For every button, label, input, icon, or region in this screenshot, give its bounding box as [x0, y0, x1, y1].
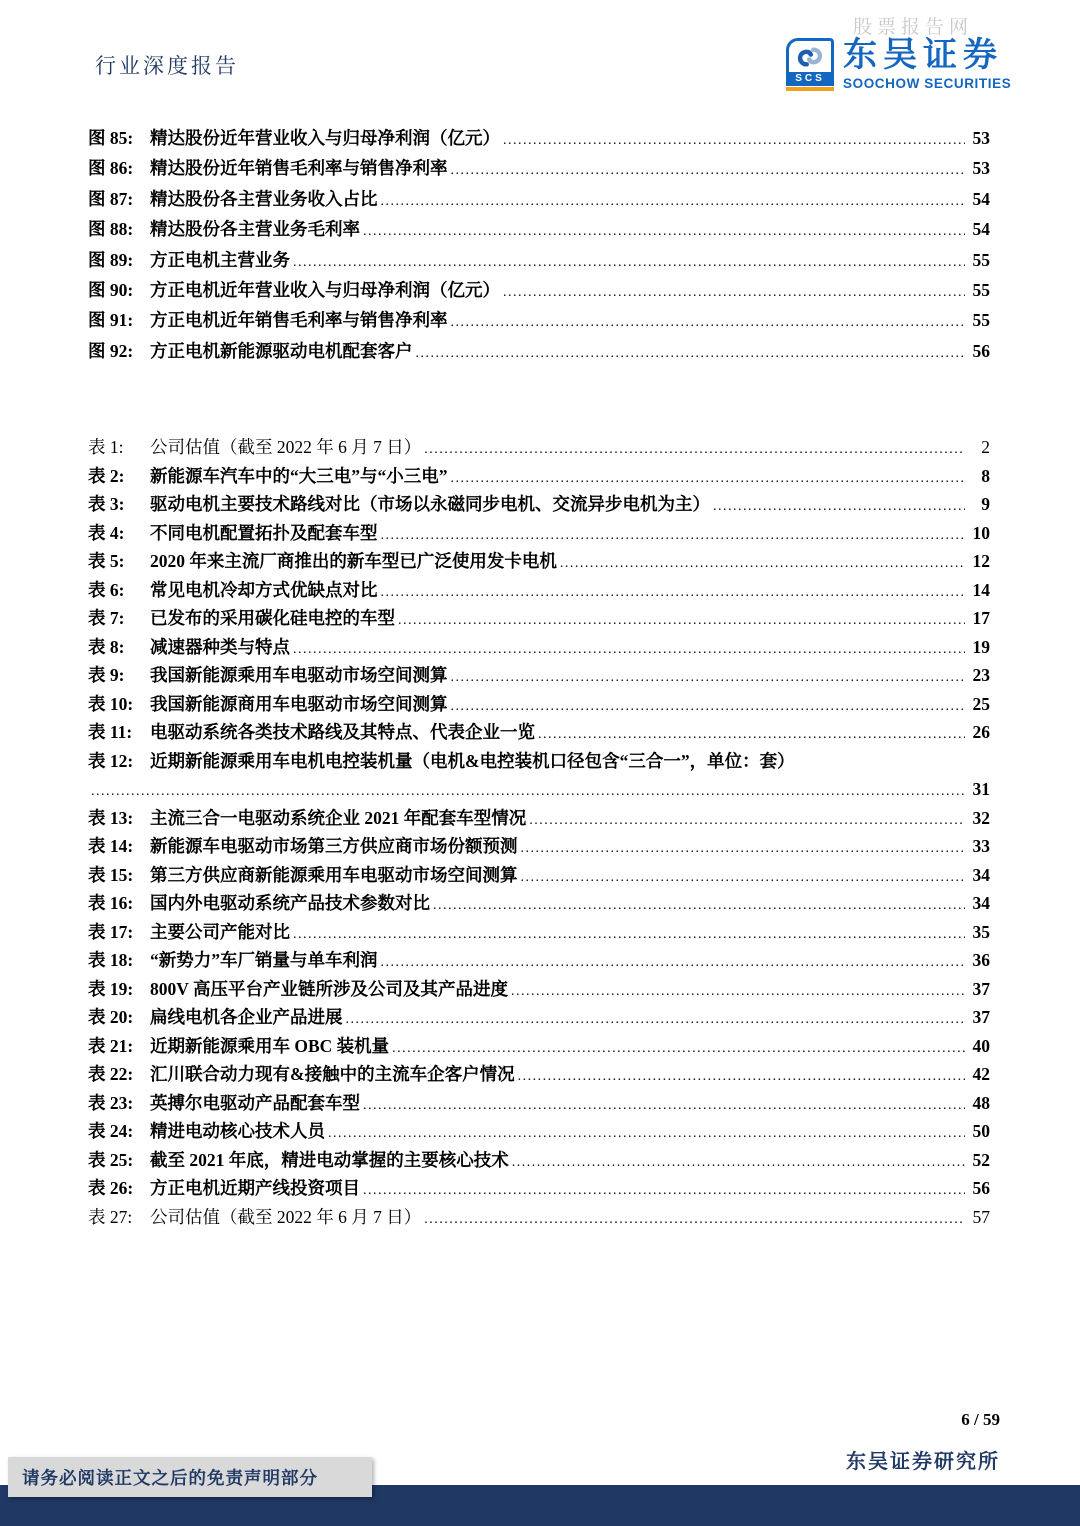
- dot-leader: [363, 214, 965, 247]
- toc-entry-number: 表 22:: [88, 1064, 134, 1084]
- toc-entry-title: “新势力”车厂销量与单车利润: [150, 950, 378, 970]
- dot-leader: [293, 245, 965, 278]
- dot-leader: [346, 1003, 966, 1035]
- dot-leader: [521, 832, 966, 864]
- table-toc-row[interactable]: [88, 832, 990, 861]
- dot-leader: [363, 1174, 965, 1206]
- toc-entry-page: 33: [972, 836, 990, 856]
- dot-leader: [433, 889, 965, 921]
- table-toc-row[interactable]: [88, 1203, 990, 1232]
- toc-entry-title: 公司估值（截至 2022 年 6 月 7 日）: [150, 437, 422, 457]
- toc-entry-number: 表 14:: [88, 836, 134, 856]
- table-toc-row[interactable]: [88, 547, 990, 576]
- toc-entry-page: 55: [972, 310, 990, 331]
- toc-entry-page: 50: [972, 1121, 990, 1141]
- toc-entry-page: 9: [981, 494, 990, 514]
- toc-entry-number: 图 92:: [88, 340, 134, 361]
- toc-entry-number: 表 6:: [88, 579, 125, 600]
- dot-leader: [529, 804, 965, 836]
- toc-entry-page: 26: [972, 722, 990, 742]
- page-indicator: 6 / 59: [961, 1410, 1000, 1429]
- toc-entry-page: 54: [972, 188, 990, 209]
- toc-entry-page: 53: [972, 158, 990, 179]
- dot-leader: [293, 633, 965, 665]
- brand-name-en: SOOCHOW SECURITIES: [843, 75, 1012, 91]
- dot-leader: [392, 1032, 965, 1064]
- toc-entry-number: 表 4:: [88, 522, 125, 543]
- figure-toc-row[interactable]: [88, 305, 990, 335]
- logo-swirl-icon: [786, 38, 834, 72]
- logo-scs-text: SCS: [786, 72, 834, 86]
- toc-entry-number: 表 24:: [88, 1121, 134, 1141]
- dot-leader: [381, 576, 966, 608]
- toc-entry-number: 表 8:: [88, 636, 125, 657]
- toc-entry-number: 表 10:: [88, 693, 134, 714]
- table-toc-row[interactable]: [88, 1032, 990, 1061]
- toc-entry-title: 800V 高压平台产业链所涉及公司及其产品进度: [150, 978, 508, 999]
- dot-leader: [503, 275, 965, 308]
- dot-leader: [91, 775, 965, 807]
- dot-leader: [398, 604, 965, 636]
- toc-entry-page: 8: [981, 465, 990, 486]
- toc-entry-page: 56: [972, 340, 990, 361]
- toc-entry-number: 表 2:: [88, 465, 125, 486]
- toc-entry-page: 34: [972, 893, 990, 913]
- toc-entry-number: 图 91:: [88, 310, 134, 331]
- dot-leader: [363, 1089, 965, 1121]
- toc-entry-number: 表 16:: [88, 893, 134, 913]
- toc-entry-page: 37: [972, 978, 990, 999]
- toc-entry-page: 54: [972, 219, 990, 240]
- toc-entry-title: 方正电机主营业务: [150, 249, 290, 270]
- toc-entry-number: 表 15:: [88, 864, 134, 885]
- toc-entry-title: 精达股份各主营业务收入占比: [150, 188, 378, 209]
- toc-entry-title: 驱动电机主要技术路线对比（市场以永磁同步电机、交流异步电机为主）: [150, 494, 710, 514]
- toc-entry-page: 31: [972, 779, 990, 799]
- dot-leader: [451, 153, 966, 186]
- dot-leader: [512, 1146, 965, 1178]
- toc-entry-page: 53: [972, 128, 990, 148]
- dot-leader: [381, 184, 966, 217]
- toc-entry-page: 12: [972, 551, 990, 571]
- toc-entry-page: 48: [972, 1092, 990, 1113]
- toc-entry-title: 新能源车电驱动市场第三方供应商市场份额预测: [150, 836, 518, 856]
- toc-entry-number: 表 23:: [88, 1092, 134, 1113]
- toc-entry-page: 37: [972, 1007, 990, 1027]
- figure-toc-row[interactable]: [88, 275, 990, 305]
- table-toc-row[interactable]: [88, 889, 990, 918]
- logo-orange-bar: [786, 87, 834, 91]
- toc-entry-page: 42: [972, 1064, 990, 1084]
- toc-entry-title: 国内外电驱动系统产品技术参数对比: [150, 893, 430, 913]
- table-toc-row[interactable]: [88, 747, 990, 776]
- dot-leader: [518, 1060, 965, 1092]
- table-toc-row[interactable]: [88, 804, 990, 833]
- report-type-label: 行业深度报告: [95, 54, 239, 78]
- toc-entry-page: 10: [972, 522, 990, 543]
- toc-entry-number: 图 86:: [88, 158, 134, 179]
- dot-leader: [381, 519, 966, 551]
- table-toc-row[interactable]: [88, 775, 990, 804]
- toc-entry-number: 表 20:: [88, 1007, 134, 1027]
- table-toc-row[interactable]: [88, 1117, 990, 1146]
- toc-entry-number: 图 87:: [88, 188, 134, 209]
- toc-entry-page: 14: [972, 579, 990, 600]
- toc-entry-title: 我国新能源乘用车电驱动市场空间测算: [150, 665, 448, 685]
- toc-entry-page: 55: [972, 279, 990, 300]
- toc-entry-title: 2020 年来主流厂商推出的新车型已广泛使用发卡电机: [150, 551, 557, 571]
- logo-wordmark: [843, 38, 1011, 91]
- toc-entry-page: 57: [972, 1206, 990, 1227]
- dot-leader: [328, 1117, 965, 1149]
- table-toc-row[interactable]: [88, 490, 990, 519]
- dot-leader: [503, 123, 965, 156]
- table-toc-row[interactable]: [88, 918, 990, 947]
- table-toc-row[interactable]: [88, 690, 990, 719]
- toc-entry-title: 精达股份近年营业收入与归母净利润（亿元）: [150, 128, 500, 148]
- toc-entry-number: 表 27:: [88, 1206, 133, 1227]
- table-toc-row[interactable]: [88, 861, 990, 890]
- toc-entry-title: 主流三合一电驱动系统企业 2021 年配套车型情况: [150, 807, 527, 828]
- toc-entry-number: 表 26:: [88, 1178, 134, 1198]
- toc-entry-title: 新能源车汽车中的“大三电”与“小三电”: [150, 465, 448, 486]
- toc-entry-title: 第三方供应商新能源乘用车电驱动市场空间测算: [150, 864, 518, 885]
- toc-entry-title: 方正电机近期产线投资项目: [150, 1178, 360, 1198]
- toc-entry-title: 扁线电机各企业产品进展: [150, 1007, 343, 1027]
- toc-entry-title: 精进电动核心技术人员: [150, 1121, 325, 1141]
- toc-entry-page: 32: [972, 807, 990, 828]
- table-toc-row[interactable]: [88, 975, 990, 1004]
- table-toc-row[interactable]: [88, 718, 990, 747]
- toc-entry-title: 近期新能源乘用车电机电控装机量（电机&电控装机口径包含“三合一”，单位：套）: [150, 750, 795, 771]
- toc-entry-title: 方正电机近年销售毛利率与销售净利率: [150, 310, 448, 331]
- table-toc-list: [88, 433, 990, 1231]
- toc-entry-number: 表 21:: [88, 1035, 134, 1056]
- figure-toc-list: [88, 123, 990, 366]
- dot-leader: [521, 861, 966, 893]
- toc-entry-page: 25: [972, 693, 990, 714]
- toc-entry-title: 精达股份近年销售毛利率与销售净利率: [150, 158, 448, 179]
- figure-toc-row[interactable]: [88, 245, 990, 275]
- toc-entry-title: 公司估值（截至 2022 年 6 月 7 日）: [150, 1206, 422, 1227]
- disclaimer-box: [8, 1457, 372, 1497]
- table-toc-row[interactable]: [88, 433, 990, 462]
- table-toc-row[interactable]: [88, 1174, 990, 1203]
- table-toc-row[interactable]: [88, 946, 990, 975]
- toc-entry-page: 2: [981, 437, 990, 457]
- table-toc-row[interactable]: [88, 633, 990, 662]
- logo-emblem: [786, 38, 834, 91]
- toc-entry-title: 不同电机配置拓扑及配套车型: [150, 522, 378, 543]
- dot-leader: [713, 490, 965, 522]
- toc-entry-page: 34: [972, 864, 990, 885]
- dot-leader: [381, 946, 966, 978]
- dot-leader: [424, 433, 965, 465]
- table-toc-row[interactable]: [88, 1003, 990, 1032]
- toc-entry-number: 表 7:: [88, 608, 125, 628]
- dot-leader: [293, 918, 965, 950]
- toc-entry-title: 常见电机冷却方式优缺点对比: [150, 579, 378, 600]
- figure-toc-row[interactable]: [88, 184, 990, 214]
- dot-leader: [451, 661, 966, 693]
- disclaimer-text: 请务必阅读正文之后的免责声明部分: [22, 1467, 318, 1488]
- table-toc-row[interactable]: [88, 661, 990, 690]
- figure-toc-row[interactable]: [88, 214, 990, 244]
- figure-toc-row[interactable]: [88, 123, 990, 153]
- toc-entry-title: 我国新能源商用车电驱动市场空间测算: [150, 693, 448, 714]
- table-toc-row[interactable]: [88, 1060, 990, 1089]
- table-toc-row[interactable]: [88, 604, 990, 633]
- dot-leader: [424, 1203, 965, 1235]
- table-toc-row[interactable]: [88, 1089, 990, 1118]
- toc-entry-number: 表 17:: [88, 921, 134, 942]
- toc-entry-number: 图 88:: [88, 219, 134, 240]
- toc-entry-page: 19: [972, 636, 990, 657]
- toc-entry-title: 主要公司产能对比: [150, 921, 290, 942]
- toc-entry-number: 表 18:: [88, 950, 134, 970]
- toc-entry-number: 表 13:: [88, 807, 134, 828]
- site-watermark: 股票报告网: [853, 17, 974, 38]
- figure-toc-row[interactable]: [88, 336, 990, 366]
- toc-entry-number: 图 85:: [88, 128, 134, 148]
- toc-entry-number: 表 11:: [88, 722, 133, 742]
- toc-entry-title: 减速器种类与特点: [150, 636, 290, 657]
- toc-entry-page: 56: [972, 1178, 990, 1198]
- toc-entry-page: 55: [972, 249, 990, 270]
- table-toc-row[interactable]: [88, 519, 990, 548]
- table-toc-row[interactable]: [88, 576, 990, 605]
- table-toc-row[interactable]: [88, 1146, 990, 1175]
- toc-entry-title: 已发布的采用碳化硅电控的车型: [150, 608, 395, 628]
- toc-entry-title: 英搏尔电驱动产品配套车型: [150, 1092, 360, 1113]
- toc-entry-page: 35: [972, 921, 990, 942]
- figure-toc-row[interactable]: [88, 153, 990, 183]
- toc-entry-title: 汇川联合动力现有&接触中的主流车企客户情况: [150, 1064, 515, 1084]
- research-institute-label: 东吴证券研究所: [846, 1451, 1000, 1473]
- toc-entry-title: 截至 2021 年底，精进电动掌握的主要核心技术: [150, 1149, 509, 1170]
- toc-entry-title: 方正电机近年营业收入与归母净利润（亿元）: [150, 279, 500, 300]
- toc-entry-number: 表 5:: [88, 551, 125, 571]
- toc-entry-title: 电驱动系统各类技术路线及其特点、代表企业一览: [150, 722, 535, 742]
- toc-entry-title: 方正电机新能源驱动电机配套客户: [150, 340, 413, 361]
- toc-entry-page: 23: [972, 665, 990, 685]
- toc-entry-title: 精达股份各主营业务毛利率: [150, 219, 360, 240]
- toc-entry-number: 图 90:: [88, 279, 134, 300]
- toc-entry-page: 17: [972, 608, 990, 628]
- toc-entry-number: 表 25:: [88, 1149, 134, 1170]
- dot-leader: [560, 547, 965, 579]
- dot-leader: [511, 975, 965, 1007]
- toc-entry-number: 表 19:: [88, 978, 134, 999]
- brand-name-cn: 东吴证券: [843, 36, 1003, 74]
- toc-entry-page: 40: [972, 1035, 990, 1056]
- dot-leader: [538, 718, 965, 750]
- table-toc-row[interactable]: [88, 462, 990, 491]
- dot-leader: [416, 336, 966, 369]
- toc-entry-number: 表 1:: [88, 437, 124, 457]
- toc-entry-page: 36: [972, 950, 990, 970]
- toc-entry-title: 近期新能源乘用车 OBC 装机量: [150, 1035, 390, 1056]
- toc-entry-number: 图 89:: [88, 249, 134, 270]
- toc-entry-number: 表 9:: [88, 665, 125, 685]
- dot-leader: [451, 690, 966, 722]
- toc-entry-number: 表 12:: [88, 750, 134, 771]
- toc-entry-page: 52: [972, 1149, 990, 1170]
- toc-entry-number: 表 3:: [88, 494, 125, 514]
- dot-leader: [451, 305, 966, 338]
- soochow-securities-logo: [786, 38, 1011, 91]
- dot-leader: [451, 462, 966, 494]
